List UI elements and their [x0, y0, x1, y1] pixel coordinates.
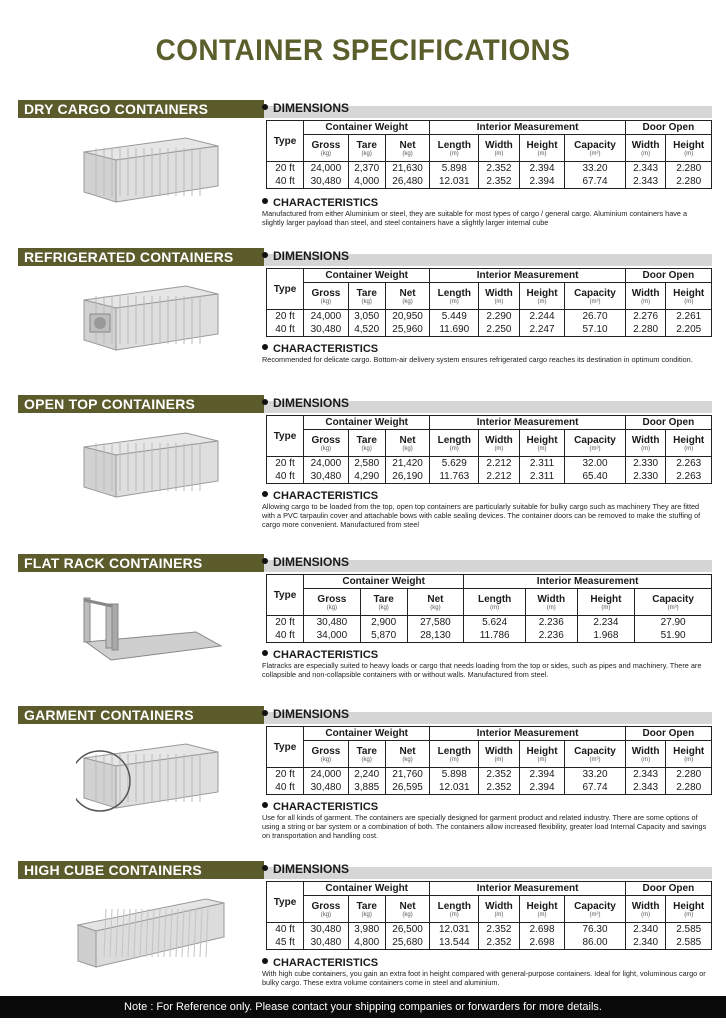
- door-header: Door Open: [625, 416, 711, 430]
- characteristics-text: With high cube containers, you gain an extra foot in height compared with general-purpose containers. Ideal for light, voluminous cargo or bulky cargo. These extra volume containers come in steel and aluminium.: [262, 969, 706, 987]
- table-cell: 2.311: [519, 457, 565, 471]
- interior-header: Interior Measurement: [430, 882, 625, 896]
- dimensions-label: DIMENSIONS: [262, 707, 349, 721]
- type-header: Type: [267, 269, 304, 310]
- col-header-length: Length (m): [464, 589, 526, 616]
- col-header-net: Net (kg): [385, 896, 430, 923]
- table-row: [267, 470, 712, 484]
- col-header-width: Width (m): [479, 135, 520, 162]
- footer-note: Note : For Reference only. Please contact your shipping companies or forwarders for more details.: [0, 996, 726, 1018]
- interior-header: Interior Measurement: [430, 727, 625, 741]
- table-cell: 30,480: [304, 323, 349, 337]
- type-header: Type: [267, 575, 304, 616]
- col-header-gross: Gross (kg): [304, 283, 349, 310]
- col-header-tare: Tare (kg): [348, 741, 385, 768]
- table-cell: 2.280: [666, 162, 712, 176]
- table-cell: 21,630: [385, 162, 430, 176]
- table-cell: 1.968: [577, 629, 635, 643]
- table-cell: 27,580: [407, 616, 464, 630]
- table-cell: 2.352: [479, 923, 520, 937]
- section-banner: HIGH CUBE CONTAINERS: [18, 861, 264, 879]
- dry-cargo-container-icon: [76, 130, 226, 210]
- col-header-tare: Tare (kg): [348, 283, 385, 310]
- table-row: [267, 310, 712, 324]
- table-cell: 40 ft: [267, 323, 304, 337]
- col-header-width: Width (m): [625, 135, 666, 162]
- col-header-tare: Tare (kg): [348, 430, 385, 457]
- table-row: [267, 457, 712, 471]
- table-cell: 2.698: [519, 923, 565, 937]
- flat-rack-container-icon: [76, 584, 226, 664]
- table-cell: 5.449: [430, 310, 479, 324]
- col-header-capacity: Capacity (m³): [635, 589, 712, 616]
- table-cell: 28,130: [407, 629, 464, 643]
- col-header-length: Length (m): [430, 135, 479, 162]
- table-cell: 3,050: [348, 310, 385, 324]
- table-row: [267, 162, 712, 176]
- col-header-height: Height (m): [577, 589, 635, 616]
- table-cell: 2.340: [625, 936, 666, 950]
- section-banner: GARMENT CONTAINERS: [18, 706, 264, 724]
- type-header: Type: [267, 121, 304, 162]
- door-header: Door Open: [625, 882, 711, 896]
- table-cell: 2.280: [666, 175, 712, 189]
- table-cell: 27.90: [635, 616, 712, 630]
- col-header-net: Net (kg): [385, 430, 430, 457]
- table-cell: 13.544: [430, 936, 479, 950]
- characteristics-text: Manufactured from either Aluminium or steel, they are suitable for most types of cargo / general cargo. Aluminium containers have a slightly larger payload than steel, and steel containers have a slightly larger internal cube: [262, 209, 688, 227]
- table-cell: 2,370: [348, 162, 385, 176]
- table-cell: 2.247: [519, 323, 565, 337]
- table-cell: 5.898: [430, 768, 479, 782]
- table-cell: 20 ft: [267, 310, 304, 324]
- table-cell: 2.205: [666, 323, 712, 337]
- table-cell: 67.74: [565, 175, 626, 189]
- table-row: [267, 616, 712, 630]
- table-cell: 33.20: [565, 768, 626, 782]
- type-header: Type: [267, 882, 304, 923]
- table-cell: 30,480: [304, 923, 349, 937]
- table-row: [267, 323, 712, 337]
- characteristics-text: Flatracks are especially suited to heavy loads or cargo that needs loading from the top or sides, such as pipes and machinery. There are collapsible and non-collapsible containers with or without walls. Manufactured from steel.: [262, 661, 702, 679]
- spec-table: [266, 574, 712, 643]
- table-cell: 21,760: [385, 768, 430, 782]
- table-cell: 26,500: [385, 923, 430, 937]
- interior-header: Interior Measurement: [430, 416, 625, 430]
- dimensions-label: DIMENSIONS: [262, 396, 349, 410]
- table-cell: 45 ft: [267, 936, 304, 950]
- table-cell: 2,580: [348, 457, 385, 471]
- table-cell: 30,480: [304, 936, 349, 950]
- table-cell: 25,680: [385, 936, 430, 950]
- characteristics-label: CHARACTERISTICS: [262, 490, 378, 502]
- table-cell: 2.212: [479, 457, 520, 471]
- table-cell: 2.244: [519, 310, 565, 324]
- col-header-gross: Gross (kg): [304, 135, 349, 162]
- table-cell: 30,480: [304, 470, 349, 484]
- container-weight-header: Container Weight: [304, 882, 430, 896]
- col-header-width: Width (m): [479, 896, 520, 923]
- col-header-gross: Gross (kg): [304, 741, 349, 768]
- table-cell: 2.263: [666, 470, 712, 484]
- open-top-container-icon: [76, 425, 226, 505]
- col-header-tare: Tare (kg): [360, 589, 407, 616]
- characteristics-label: CHARACTERISTICS: [262, 649, 378, 661]
- page-title: CONTAINER SPECIFICATIONS: [155, 34, 571, 67]
- table-row: [267, 175, 712, 189]
- table-cell: 40 ft: [267, 629, 304, 643]
- garment-container-icon: [76, 736, 226, 816]
- door-header: Door Open: [625, 121, 711, 135]
- table-cell: 76.30: [565, 923, 626, 937]
- door-header: Door Open: [625, 727, 711, 741]
- interior-header: Interior Measurement: [464, 575, 712, 589]
- table-cell: 40 ft: [267, 175, 304, 189]
- table-cell: 33.20: [565, 162, 626, 176]
- table-cell: 2.340: [625, 923, 666, 937]
- table-cell: 2.352: [479, 936, 520, 950]
- table-cell: 24,000: [304, 310, 349, 324]
- table-cell: 20 ft: [267, 457, 304, 471]
- col-header-width: Width (m): [479, 430, 520, 457]
- table-cell: 2.394: [519, 175, 565, 189]
- table-cell: 51.90: [635, 629, 712, 643]
- table-cell: 12.031: [430, 781, 479, 795]
- col-header-height: Height (m): [519, 430, 565, 457]
- col-header-height: Height (m): [666, 741, 712, 768]
- table-cell: 40 ft: [267, 470, 304, 484]
- table-cell: 2.343: [625, 162, 666, 176]
- table-cell: 24,000: [304, 457, 349, 471]
- col-header-length: Length (m): [430, 896, 479, 923]
- table-row: [267, 768, 712, 782]
- table-cell: 32.00: [565, 457, 626, 471]
- table-cell: 2.311: [519, 470, 565, 484]
- col-header-width: Width (m): [479, 741, 520, 768]
- spec-table: [266, 268, 712, 337]
- table-cell: 5.629: [430, 457, 479, 471]
- col-header-tare: Tare (kg): [348, 896, 385, 923]
- col-header-height: Height (m): [666, 430, 712, 457]
- table-cell: 20 ft: [267, 616, 304, 630]
- table-row: [267, 923, 712, 937]
- table-cell: 2.261: [666, 310, 712, 324]
- table-cell: 2.330: [625, 457, 666, 471]
- col-header-net: Net (kg): [407, 589, 464, 616]
- container-weight-header: Container Weight: [304, 727, 430, 741]
- table-cell: 24,000: [304, 768, 349, 782]
- col-header-capacity: Capacity (m³): [565, 896, 626, 923]
- characteristics-text: Allowing cargo to be loaded from the top, open top containers are particularly suitable for bulky cargo such as machinery They are fitted with a PVC tarpaulin cover and attachable bows with cable sealing devices. The container doors can be removed to make the stuffing of cargo more convenient. Manufactured from steel: [262, 502, 701, 529]
- col-header-gross: Gross (kg): [304, 896, 349, 923]
- table-cell: 2.280: [666, 768, 712, 782]
- table-cell: 57.10: [565, 323, 626, 337]
- container-weight-header: Container Weight: [304, 575, 464, 589]
- table-cell: 2.280: [625, 323, 666, 337]
- col-header-capacity: Capacity (m³): [565, 135, 626, 162]
- col-header-height: Height (m): [519, 896, 565, 923]
- table-cell: 2.352: [479, 768, 520, 782]
- table-cell: 2.263: [666, 457, 712, 471]
- table-cell: 30,480: [304, 616, 361, 630]
- table-cell: 2.280: [666, 781, 712, 795]
- table-cell: 11.690: [430, 323, 479, 337]
- col-header-width: Width (m): [525, 589, 577, 616]
- col-header-gross: Gross (kg): [304, 589, 361, 616]
- table-cell: 20 ft: [267, 768, 304, 782]
- table-cell: 2.212: [479, 470, 520, 484]
- col-header-height: Height (m): [519, 741, 565, 768]
- col-header-tare: Tare (kg): [348, 135, 385, 162]
- col-header-width: Width (m): [625, 430, 666, 457]
- table-cell: 2.352: [479, 162, 520, 176]
- col-header-capacity: Capacity (m³): [565, 283, 626, 310]
- table-cell: 40 ft: [267, 781, 304, 795]
- container-weight-header: Container Weight: [304, 416, 430, 430]
- table-cell: 11.763: [430, 470, 479, 484]
- container-weight-header: Container Weight: [304, 269, 430, 283]
- col-header-width: Width (m): [625, 741, 666, 768]
- spec-table: [266, 726, 712, 795]
- table-cell: 2.236: [525, 629, 577, 643]
- table-cell: 2.330: [625, 470, 666, 484]
- table-row: [267, 936, 712, 950]
- col-header-height: Height (m): [666, 135, 712, 162]
- high-cube-container-icon: [76, 891, 226, 971]
- spec-table: [266, 415, 712, 484]
- col-header-net: Net (kg): [385, 283, 430, 310]
- col-header-net: Net (kg): [385, 741, 430, 768]
- table-row: [267, 781, 712, 795]
- table-cell: 2.290: [479, 310, 520, 324]
- col-header-height: Height (m): [666, 283, 712, 310]
- type-header: Type: [267, 416, 304, 457]
- table-cell: 25,960: [385, 323, 430, 337]
- table-cell: 67.74: [565, 781, 626, 795]
- col-header-net: Net (kg): [385, 135, 430, 162]
- table-row: [267, 629, 712, 643]
- table-cell: 2.236: [525, 616, 577, 630]
- characteristics-label: CHARACTERISTICS: [262, 801, 378, 813]
- table-cell: 4,000: [348, 175, 385, 189]
- table-cell: 2,240: [348, 768, 385, 782]
- interior-header: Interior Measurement: [430, 269, 625, 283]
- col-header-width: Width (m): [625, 283, 666, 310]
- section-banner: OPEN TOP CONTAINERS: [18, 395, 264, 413]
- table-cell: 65.40: [565, 470, 626, 484]
- characteristics-label: CHARACTERISTICS: [262, 957, 378, 969]
- dimensions-label: DIMENSIONS: [262, 555, 349, 569]
- col-header-length: Length (m): [430, 283, 479, 310]
- col-header-capacity: Capacity (m³): [565, 741, 626, 768]
- table-cell: 20 ft: [267, 162, 304, 176]
- col-header-gross: Gross (kg): [304, 430, 349, 457]
- table-cell: 30,480: [304, 781, 349, 795]
- characteristics-label: CHARACTERISTICS: [262, 343, 378, 355]
- table-cell: 26,595: [385, 781, 430, 795]
- characteristics-text: Use for all kinds of garment. The containers are specially designed for garment product and related industry. There are some options of using a string or bar system or a combination of both. The containers allow increased flexibility, greater load Internal Capacity and savings on transportation and handling cost.: [262, 813, 707, 840]
- table-cell: 2.394: [519, 162, 565, 176]
- table-cell: 2.698: [519, 936, 565, 950]
- spec-table: [266, 881, 712, 950]
- dimensions-label: DIMENSIONS: [262, 101, 349, 115]
- table-cell: 11.786: [464, 629, 526, 643]
- table-cell: 21,420: [385, 457, 430, 471]
- table-cell: 3,885: [348, 781, 385, 795]
- dimensions-label: DIMENSIONS: [262, 862, 349, 876]
- table-cell: 26,480: [385, 175, 430, 189]
- table-cell: 2.394: [519, 768, 565, 782]
- table-cell: 2.343: [625, 175, 666, 189]
- col-header-height: Height (m): [519, 135, 565, 162]
- table-cell: 3,980: [348, 923, 385, 937]
- col-header-length: Length (m): [430, 430, 479, 457]
- table-cell: 2.276: [625, 310, 666, 324]
- spec-table: [266, 120, 712, 189]
- dimensions-label: DIMENSIONS: [262, 249, 349, 263]
- col-header-capacity: Capacity (m³): [565, 430, 626, 457]
- section-banner: REFRIGERATED CONTAINERS: [18, 248, 264, 266]
- table-cell: 40 ft: [267, 923, 304, 937]
- section-banner: FLAT RACK CONTAINERS: [18, 554, 264, 572]
- table-cell: 2.343: [625, 781, 666, 795]
- table-cell: 26,190: [385, 470, 430, 484]
- table-cell: 4,290: [348, 470, 385, 484]
- table-cell: 2.250: [479, 323, 520, 337]
- col-header-height: Height (m): [519, 283, 565, 310]
- table-cell: 5,870: [360, 629, 407, 643]
- table-cell: 26.70: [565, 310, 626, 324]
- table-cell: 34,000: [304, 629, 361, 643]
- table-cell: 5.898: [430, 162, 479, 176]
- table-cell: 2,900: [360, 616, 407, 630]
- container-weight-header: Container Weight: [304, 121, 430, 135]
- col-header-width: Width (m): [625, 896, 666, 923]
- table-cell: 2.585: [666, 923, 712, 937]
- col-header-width: Width (m): [479, 283, 520, 310]
- table-cell: 86.00: [565, 936, 626, 950]
- table-cell: 5.624: [464, 616, 526, 630]
- characteristics-text: Recommended for delicate cargo. Bottom-air delivery system ensures refrigerated cargo reaches its destination in optimum condition.: [262, 355, 693, 364]
- col-header-height: Height (m): [666, 896, 712, 923]
- table-cell: 20,950: [385, 310, 430, 324]
- table-cell: 24,000: [304, 162, 349, 176]
- type-header: Type: [267, 727, 304, 768]
- table-cell: 2.352: [479, 175, 520, 189]
- interior-header: Interior Measurement: [430, 121, 625, 135]
- door-header: Door Open: [625, 269, 711, 283]
- table-cell: 12.031: [430, 175, 479, 189]
- col-header-length: Length (m): [430, 741, 479, 768]
- table-cell: 30,480: [304, 175, 349, 189]
- refrigerated-container-icon: [76, 278, 226, 358]
- table-cell: 2.234: [577, 616, 635, 630]
- table-cell: 2.343: [625, 768, 666, 782]
- table-cell: 12.031: [430, 923, 479, 937]
- table-cell: 2.394: [519, 781, 565, 795]
- section-banner: DRY CARGO CONTAINERS: [18, 100, 264, 118]
- table-cell: 4,800: [348, 936, 385, 950]
- table-cell: 2.585: [666, 936, 712, 950]
- table-cell: 4,520: [348, 323, 385, 337]
- characteristics-label: CHARACTERISTICS: [262, 197, 378, 209]
- table-cell: 2.352: [479, 781, 520, 795]
